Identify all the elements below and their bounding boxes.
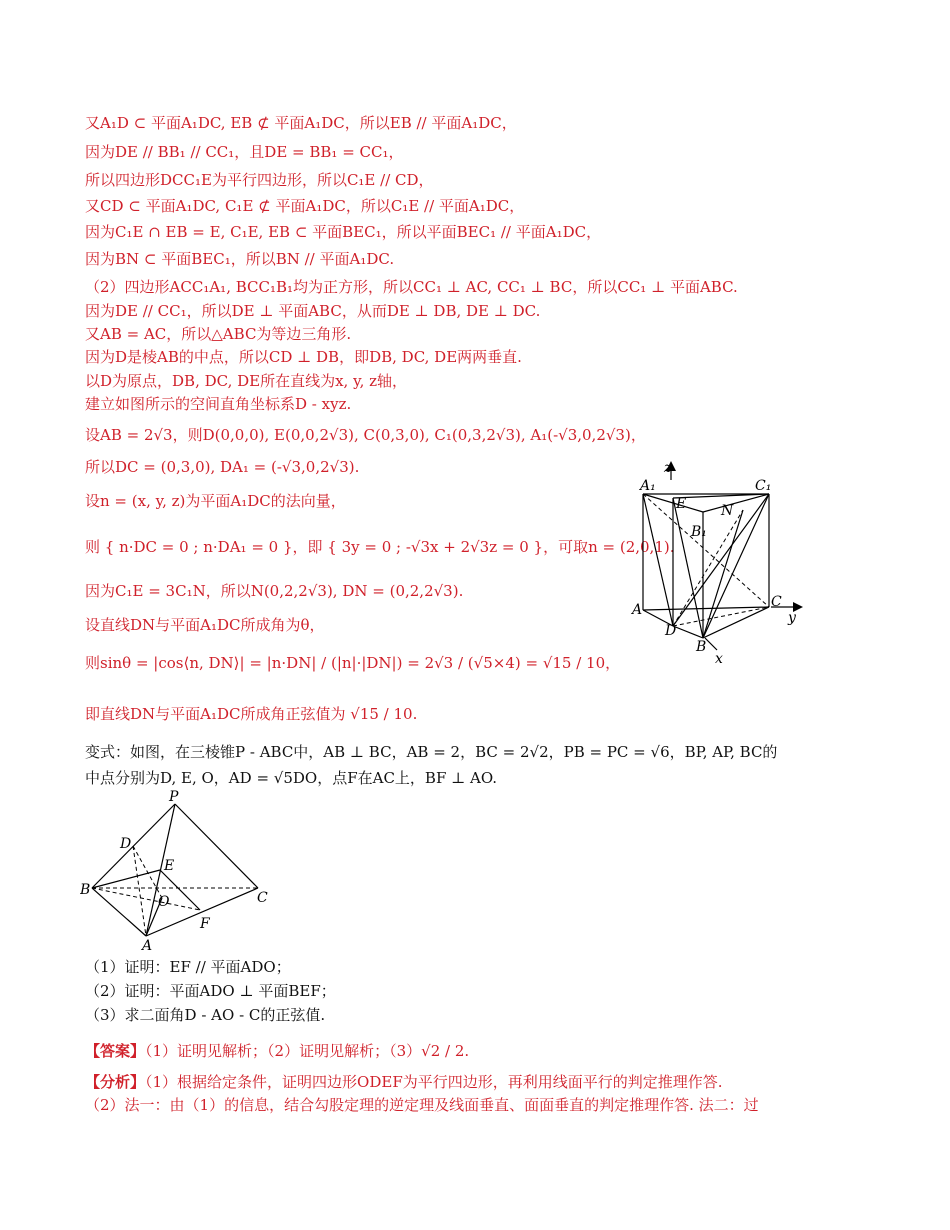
question-2: （2）证明：平面ADO ⊥ 平面BEF；	[85, 982, 336, 1000]
pyramid-figure	[80, 790, 280, 955]
part2-line-4: 因为D是棱AB的中点，所以CD ⊥ DB，即DB, DC, DE两两垂直.	[85, 348, 522, 366]
analysis-line-1	[85, 1071, 723, 1093]
label-a1: A₁	[640, 478, 656, 494]
part2-line-3: 又AB = AC，所以△ABC为等边三角形.	[85, 325, 352, 343]
label-n: N	[721, 503, 734, 519]
dashed-d-c	[673, 607, 769, 626]
part2-line-2: 因为DE // CC₁，所以DE ⊥ 平面ABC，从而DE ⊥ DB, DE ⊥ DC.	[85, 302, 541, 320]
label-e: E	[164, 858, 175, 874]
analysis-line-2: （2）法一：由（1）的信息，结合勾股定理的逆定理及线面垂直、面面垂直的判定推理作答. 法二：过	[85, 1096, 759, 1114]
label-z: z	[664, 460, 672, 476]
question-1: （1）证明：EF // 平面ADO；	[85, 958, 291, 976]
answer-tag: 【答案】	[85, 1042, 146, 1060]
edge-d-b	[673, 626, 703, 638]
equation-system-line: 则 { n·DC = 0 ; n·DA₁ = 0 }，即 { 3y = 0 ; -√3x + 2√3z = 0 }，可取n = (2,0,1).	[85, 538, 675, 556]
label-b1: B₁	[691, 524, 707, 540]
edge-a-c	[643, 607, 769, 610]
prism-figure	[625, 458, 810, 668]
part2-line-6: 建立如图所示的空间直角坐标系D - xyz.	[85, 395, 352, 413]
normal-vector-line: 设n = (x, y, z)为平面A₁DC的法向量，	[85, 492, 346, 510]
label-c: C	[771, 594, 782, 610]
part2-line-5: 以D为原点，DB, DC, DE所在直线为x, y, z轴，	[85, 372, 408, 390]
sine-computation-line: 则sinθ = |cos⟨n, DN⟩| = |n·DN| / (|n|·|DN|) = 2√3 / (√5×4) = √15 / 10，	[85, 654, 621, 672]
edge-a1-d	[643, 494, 673, 626]
conclusion-line: 即直线DN与平面A₁DC所成角正弦值为 √15 / 10.	[85, 705, 418, 723]
dashed-b-f	[92, 888, 200, 910]
proof-line-3: 所以四边形DCC₁E为平行四边形，所以C₁E // CD，	[85, 171, 434, 189]
label-b: B	[80, 882, 91, 898]
edge-b-a	[92, 888, 146, 936]
edge-b-e	[92, 870, 160, 888]
label-p: P	[169, 790, 179, 805]
proof-line-1: 又A₁D ⊂ 平面A₁DC, EB ⊄ 平面A₁DC，所以EB // 平面A₁DC，	[85, 114, 517, 132]
coordinates-line: 设AB = 2√3，则D(0,0,0), E(0,0,2√3), C(0,3,0), C₁(0,3,2√3), A₁(-√3,0,2√3)，	[85, 426, 646, 444]
edge-e-b	[673, 498, 703, 638]
dashed-d-a	[133, 846, 146, 936]
label-o: O	[158, 894, 170, 910]
proof-line-4: 又CD ⊂ 平面A₁DC, C₁E ⊄ 平面A₁DC，所以C₁E // 平面A₁DC，	[85, 197, 525, 215]
label-c1: C₁	[755, 478, 772, 494]
angle-line: 设直线DN与平面A₁DC所成角为θ，	[85, 616, 325, 634]
proof-line-2: 因为DE // BB₁ // CC₁，且DE = BB₁ = CC₁，	[85, 143, 404, 161]
label-f: F	[200, 916, 210, 932]
answer-text: （1）证明见解析；（2）证明见解析；（3）√2 / 2.	[145, 1042, 470, 1060]
variant-problem-line-1: 变式：如图，在三棱锥P - ABC中，AB ⊥ BC，AB = 2，BC = 2√2，PB = PC = √6，BP, AP, BC的	[85, 743, 778, 761]
label-e: E	[676, 496, 687, 512]
variant-problem-line-2: 中点分别为D, E, O，AD = √5DO，点F在AC上，BF ⊥ AO.	[85, 769, 498, 787]
vectors-line: 所以DC = (0,3,0), DA₁ = (-√3,0,2√3).	[85, 458, 360, 476]
label-d: D	[665, 623, 677, 639]
proof-line-6: 因为BN ⊂ 平面BEC₁，所以BN // 平面A₁DC.	[85, 250, 395, 268]
label-c: C	[257, 890, 268, 906]
dashed-d-o	[133, 846, 162, 898]
label-x: x	[715, 651, 723, 667]
answer-line	[85, 1040, 469, 1062]
analysis-tag: 【分析】	[85, 1073, 146, 1091]
label-a: A	[632, 602, 643, 618]
x-axis-line	[705, 638, 717, 650]
proof-line-5: 因为C₁E ∩ EB = E, C₁E, EB ⊂ 平面BEC₁，所以平面BEC₁ // 平面A₁DC，	[85, 223, 602, 241]
part2-line-1: （2）四边形ACC₁A₁, BCC₁B₁均为正方形，所以CC₁ ⊥ AC, CC₁ ⊥ BC，所以CC₁ ⊥ 平面ABC.	[85, 278, 738, 296]
analysis-text-1: （1）根据给定条件，证明四边形ODEF为平行四边形，再利用线面平行的判定推理作答.	[145, 1073, 723, 1091]
edge-b-c	[703, 607, 769, 638]
edge-b-c1	[703, 494, 769, 638]
label-b: B	[696, 639, 707, 655]
label-d: D	[120, 836, 132, 852]
edge-p-c	[175, 804, 258, 888]
label-a: A	[142, 938, 153, 954]
point-n-line: 因为C₁E = 3C₁N，所以N(0,2,2√3), DN = (0,2,2√3).	[85, 582, 464, 600]
question-3: （3）求二面角D - AO - C的正弦值.	[85, 1006, 326, 1024]
label-y: y	[788, 610, 796, 626]
